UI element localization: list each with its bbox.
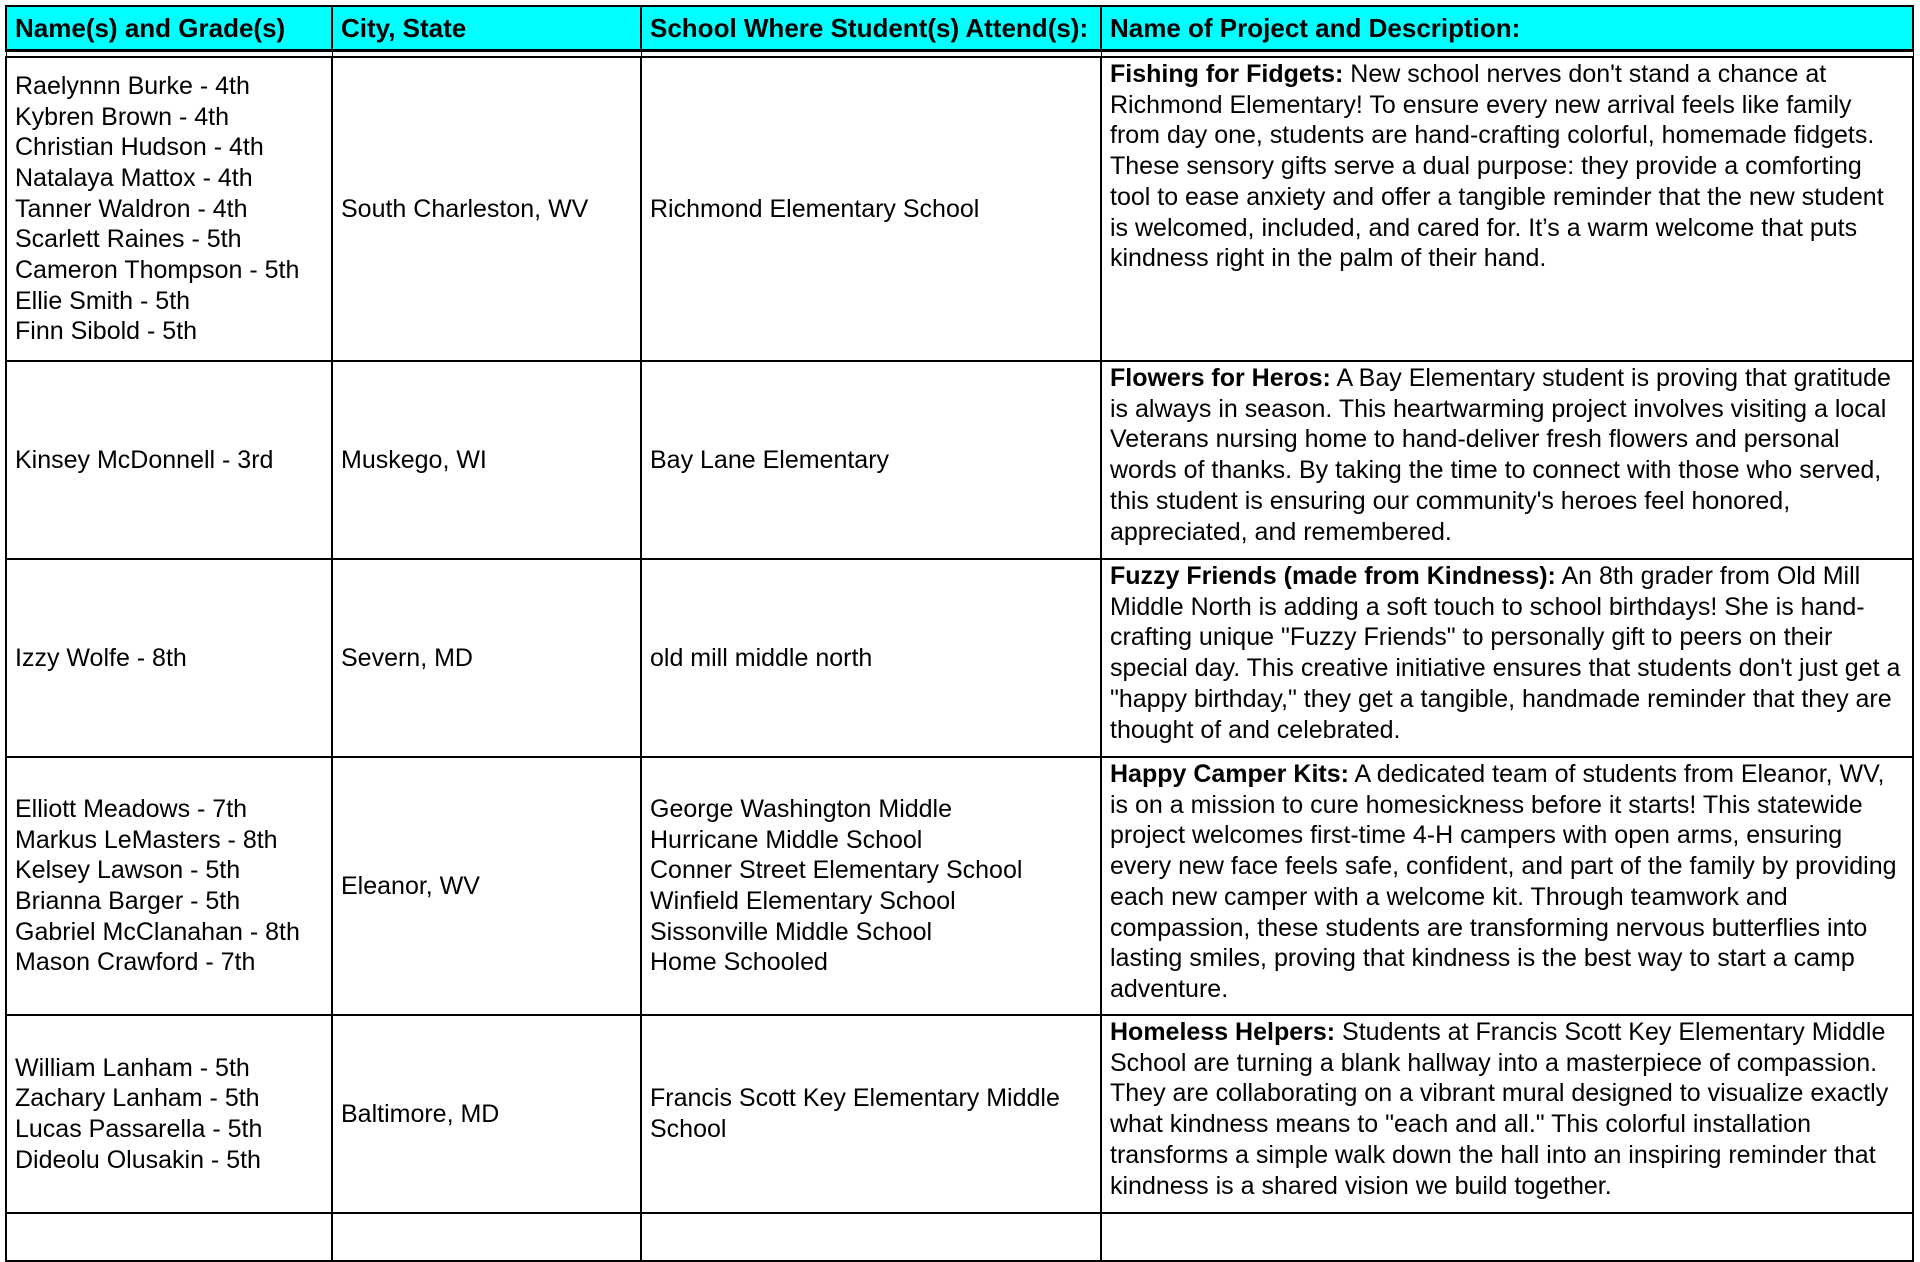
school-cell[interactable]: Bay Lane Elementary (641, 361, 1101, 559)
project-cell[interactable] (1101, 757, 1913, 1015)
projects-table (5, 5, 1914, 1262)
city-cell[interactable]: Severn, MD (332, 559, 641, 757)
table-row (6, 1015, 1913, 1213)
header-project[interactable]: Name of Project and Description: (1101, 6, 1913, 51)
names-cell[interactable]: William Lanham - 5th Zachary Lanham - 5th Lucas Passarella - 5th Dideolu Olusakin - 5th (6, 1015, 332, 1213)
header-names[interactable]: Name(s) and Grade(s) (6, 6, 332, 51)
names-cell[interactable]: Kinsey McDonnell - 3rd (6, 361, 332, 559)
school-cell[interactable]: Francis Scott Key Elementary Middle School (641, 1015, 1101, 1213)
school-cell[interactable]: old mill middle north (641, 559, 1101, 757)
empty-cell[interactable] (332, 1213, 641, 1261)
table-row (6, 559, 1913, 757)
header-row (6, 6, 1913, 51)
table-row-partial (6, 1213, 1913, 1261)
empty-cell[interactable] (641, 1213, 1101, 1261)
project-cell[interactable] (1101, 559, 1913, 757)
school-cell[interactable]: Richmond Elementary School (641, 57, 1101, 361)
city-cell[interactable]: Baltimore, MD (332, 1015, 641, 1213)
city-cell[interactable]: South Charleston, WV (332, 57, 641, 361)
project-cell[interactable] (1101, 1015, 1913, 1213)
names-cell[interactable]: Raelynnn Burke - 4th Kybren Brown - 4th Christian Hudson - 4th Natalaya Mattox - 4th Tanner Waldron - 4th Scarlett Raines - 5th Cameron Thompson - 5th Ellie Smith - 5th Finn Sibold - 5th (6, 57, 332, 361)
project-description: New school nerves don't stand a chance at Richmond Elementary! To ensure every new arrival feels like family from day one, students are hand-crafting colorful, homemade fidgets. These sensory gifts serve a dual purpose: they provide a comforting tool to ease anxiety and offer a tangible reminder that the new student is welcomed, included, and cared for. It’s a warm welcome that puts kindness right in the palm of their hand. (1110, 60, 1884, 273)
empty-cell[interactable] (1101, 1213, 1913, 1261)
project-description: A dedicated team of students from Eleanor, WV, is on a mission to cure homesickness before it starts! This statewide project welcomes first-time 4-H campers with open arms, ensuring every new face feels safe, confident, and part of the family by providing each new camper with a welcome kit. Through teamwork and compassion, these students are transforming nervous butterflies into lasting smiles, proving that kindness is the best way to start a camp adventure. (1110, 760, 1897, 1003)
table-row (6, 57, 1913, 361)
header-city[interactable]: City, State (332, 6, 641, 51)
project-cell[interactable] (1101, 57, 1913, 361)
table-row (6, 361, 1913, 559)
header-school[interactable]: School Where Student(s) Attend(s): (641, 6, 1101, 51)
empty-cell[interactable] (6, 1213, 332, 1261)
project-description: An 8th grader from Old Mill Middle North is adding a soft touch to school birthdays! She is hand-crafting unique "Fuzzy Friends" to personally gift to peers on their special day. This creative initiative ensures that students don't just get a "happy birthday," they get a tangible, handmade reminder that they are thought of and celebrated. (1110, 562, 1901, 744)
city-cell[interactable]: Muskego, WI (332, 361, 641, 559)
names-cell[interactable]: Elliott Meadows - 7th Markus LeMasters - 8th Kelsey Lawson - 5th Brianna Barger - 5th Gabriel McClanahan - 8th Mason Crawford - 7th (6, 757, 332, 1015)
project-cell[interactable] (1101, 361, 1913, 559)
project-title: Fishing for Fidgets: (1110, 60, 1344, 88)
project-title: Homeless Helpers: (1110, 1018, 1336, 1046)
table-row (6, 757, 1913, 1015)
project-title: Happy Camper Kits: (1110, 760, 1349, 788)
project-description: Students at Francis Scott Key Elementary Middle School are turning a blank hallway into a masterpiece of compassion. They are collaborating on a vibrant mural designed to visualize exactly what kindness means to "each and all." This colorful installation transforms a simple walk down the hall into an inspiring reminder that kindness is a shared vision we build together. (1110, 1018, 1889, 1200)
city-cell[interactable]: Eleanor, WV (332, 757, 641, 1015)
school-cell[interactable]: George Washington Middle Hurricane Middle School Conner Street Elementary School Winfield Elementary School Sissonville Middle School Home Schooled (641, 757, 1101, 1015)
names-cell[interactable]: Izzy Wolfe - 8th (6, 559, 332, 757)
project-title: Flowers for Heros: (1110, 364, 1331, 392)
project-description: A Bay Elementary student is proving that gratitude is always in season. This heartwarming project involves visiting a local Veterans nursing home to hand-deliver fresh flowers and personal words of thanks. By taking the time to connect with those who served, this student is ensuring our community's heroes feel honored, appreciated, and remembered. (1110, 364, 1891, 546)
project-title: Fuzzy Friends (made from Kindness): (1110, 562, 1556, 590)
